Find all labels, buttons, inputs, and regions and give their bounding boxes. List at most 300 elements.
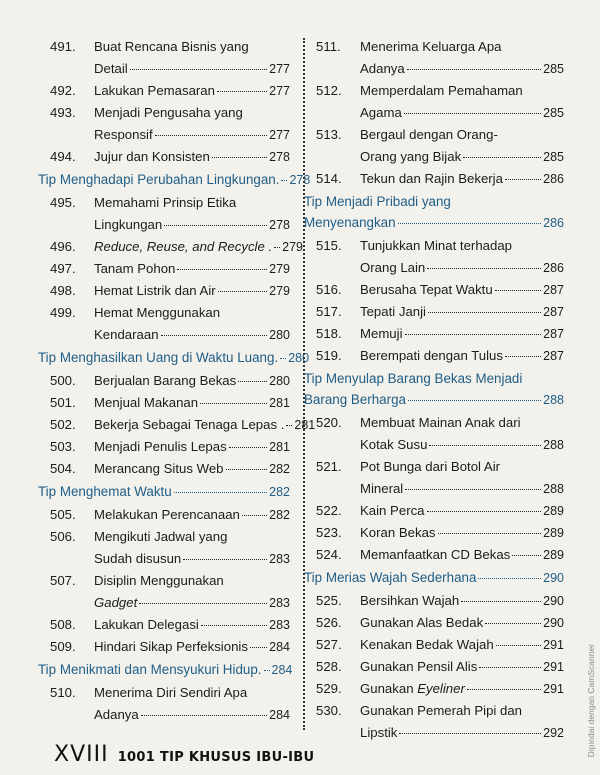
- page-number: 281: [269, 396, 290, 410]
- entry-number: 509.: [50, 639, 76, 654]
- entry-title: Menerima Diri Sendiri Apa: [94, 685, 248, 700]
- page-number: 287: [543, 327, 564, 341]
- section-line: [38, 347, 310, 369]
- entry-body: [360, 500, 564, 522]
- entry-title: Adanya: [94, 707, 139, 722]
- section-title: Tip Menghemat Waktu: [38, 484, 172, 499]
- entry-number: 512.: [316, 83, 342, 98]
- entry-number: 491.: [50, 39, 76, 54]
- page-number: 277: [269, 84, 290, 98]
- entry-title: Responsif: [94, 127, 153, 142]
- dot-leader: [479, 667, 541, 668]
- entry-number: 522.: [316, 503, 342, 518]
- entry-body: [360, 36, 564, 80]
- entry-body: [94, 36, 290, 80]
- page-number: 280: [288, 351, 310, 365]
- entry-number: 499.: [50, 305, 76, 320]
- dot-leader: [496, 645, 541, 646]
- entry-line: [94, 414, 316, 436]
- entry-title: Gunakan Pensil Alis: [360, 659, 478, 674]
- toc-entry: [50, 370, 290, 392]
- toc-entry: [316, 456, 564, 500]
- entry-body: [94, 436, 290, 458]
- entry-title: Berempati dengan Tulus: [360, 348, 503, 363]
- dot-leader: [512, 555, 541, 556]
- toc-section-heading: [304, 191, 564, 234]
- entry-body: [94, 614, 290, 636]
- entry-number: 501.: [50, 395, 76, 410]
- dot-leader: [183, 559, 267, 560]
- toc-entry: [316, 301, 564, 323]
- entry-title: Kotak Susu: [360, 437, 428, 452]
- dot-leader: [467, 689, 541, 690]
- entry-title: Detail: [94, 61, 128, 76]
- toc-entry: [50, 102, 290, 146]
- dot-leader: [427, 511, 542, 512]
- dot-leader: [428, 312, 541, 313]
- page-number: 282: [269, 485, 290, 499]
- toc-entry: [316, 124, 564, 168]
- entry-title: Jujur dan Konsisten: [94, 149, 210, 164]
- section-line: [304, 191, 564, 212]
- page-number: 283: [269, 596, 290, 610]
- entry-body: [94, 526, 290, 570]
- dot-leader: [161, 335, 268, 336]
- entry-number: 519.: [316, 348, 342, 363]
- entry-title: Kenakan Bedak Wajah: [360, 637, 494, 652]
- entry-number: 500.: [50, 373, 76, 388]
- entry-title: Kain Perca: [360, 503, 425, 518]
- entry-title: Orang Lain: [360, 260, 426, 275]
- section-line: [38, 169, 311, 191]
- dot-leader: [478, 578, 541, 579]
- dot-leader: [201, 625, 267, 626]
- page-number: 285: [543, 62, 564, 76]
- entry-body: [94, 192, 290, 236]
- entry-line: [94, 636, 290, 658]
- section-line: [38, 481, 290, 503]
- entry-body: [360, 612, 564, 634]
- entry-body: [94, 102, 290, 146]
- entry-line: [94, 124, 290, 146]
- dot-leader: [485, 623, 541, 624]
- page-number-roman: XVIII: [54, 742, 109, 767]
- page-number: 284: [269, 708, 290, 722]
- entry-body: [360, 544, 564, 566]
- section-title: Tip Menjadi Pribadi yang: [304, 194, 451, 209]
- page-number: 279: [282, 240, 303, 254]
- entry-title: Lakukan Delegasi: [94, 617, 199, 632]
- entry-number: 494.: [50, 149, 76, 164]
- toc-entry: [316, 522, 564, 544]
- entry-number: 526.: [316, 615, 342, 630]
- entry-title: Menjual Makanan: [94, 395, 199, 410]
- page-number: 277: [269, 128, 290, 142]
- dot-leader: [495, 290, 541, 291]
- toc-entry: [50, 504, 290, 526]
- entry-number: 517.: [316, 304, 342, 319]
- entry-line: [360, 301, 564, 323]
- entry-line: [360, 279, 564, 301]
- page-number: 281: [294, 418, 316, 432]
- entry-body: [94, 146, 290, 168]
- entry-title: Agama: [360, 105, 402, 120]
- page-number: 291: [543, 682, 564, 696]
- toc-entry: [316, 36, 564, 80]
- entry-line: [94, 280, 290, 302]
- entry-title: Tanam Pohon: [94, 261, 176, 276]
- entry-title: Gunakan Eyeliner: [360, 681, 465, 696]
- entry-line: [94, 146, 290, 168]
- page-number: 289: [543, 548, 564, 562]
- entry-body: [360, 235, 564, 279]
- entry-line: [360, 522, 564, 544]
- page-number: 292: [543, 726, 564, 740]
- page-number: 288: [543, 393, 564, 407]
- entry-body: [94, 236, 303, 258]
- entry-title: Lipstik: [360, 725, 398, 740]
- dot-leader: [200, 403, 267, 404]
- page-number: 285: [543, 106, 564, 120]
- page-number: 290: [543, 594, 564, 608]
- entry-line: [94, 302, 290, 324]
- page-number: 284: [269, 640, 290, 654]
- dot-leader: [242, 515, 267, 516]
- entry-line: [360, 456, 564, 478]
- entry-title: Lakukan Pemasaran: [94, 83, 215, 98]
- section-title: Tip Menyulap Barang Bekas Menjadi: [304, 371, 523, 386]
- toc-entry: [50, 392, 290, 414]
- toc-entry: [316, 168, 564, 190]
- entry-body: [94, 458, 290, 480]
- toc-entry: [50, 236, 303, 258]
- entry-body: [94, 370, 290, 392]
- toc-entry: [50, 458, 290, 480]
- entry-title: Tepati Janji: [360, 304, 426, 319]
- entry-number: 493.: [50, 105, 76, 120]
- page-number: 278: [269, 218, 290, 232]
- entry-title: Gadget: [94, 595, 138, 610]
- entry-line: [94, 80, 290, 102]
- dot-leader: [141, 715, 267, 716]
- page-number: 281: [269, 440, 290, 454]
- toc-entry: [316, 323, 564, 345]
- dot-leader: [164, 225, 267, 226]
- entry-number: 497.: [50, 261, 76, 276]
- entry-title: Gunakan Pemerah Pipi dan: [360, 703, 523, 718]
- entry-line: [94, 526, 290, 548]
- toc-entry: [50, 36, 290, 80]
- entry-title: Sudah disusun: [94, 551, 182, 566]
- entry-title: Bersihkan Wajah: [360, 593, 460, 608]
- entry-number: 503.: [50, 439, 76, 454]
- entry-line: [94, 704, 290, 726]
- entry-line: [94, 570, 290, 592]
- toc-section-heading: [304, 567, 564, 589]
- page-number: 287: [543, 305, 564, 319]
- page-number: 280: [269, 374, 290, 388]
- toc-entry: [316, 235, 564, 279]
- entry-line: [94, 324, 290, 346]
- toc-entry: [316, 345, 564, 367]
- entry-title: Buat Rencana Bisnis yang: [94, 39, 249, 54]
- dot-leader: [408, 400, 541, 401]
- entry-title: Kendaraan: [94, 327, 159, 342]
- entry-body: [360, 678, 564, 700]
- entry-line: [360, 345, 564, 367]
- toc-entry: [50, 80, 290, 102]
- entry-title: Hindari Sikap Perfeksionis: [94, 639, 248, 654]
- dot-leader: [218, 291, 267, 292]
- section-line: [304, 567, 564, 589]
- page-number: 291: [543, 660, 564, 674]
- dot-leader: [399, 733, 541, 734]
- entry-body: [94, 570, 290, 614]
- toc-entry: [50, 192, 290, 236]
- entry-line: [360, 168, 564, 190]
- entry-title: Orang yang Bijak: [360, 149, 462, 164]
- page-footer: [54, 742, 314, 767]
- toc-left-column: [38, 36, 316, 726]
- entry-line: [360, 235, 564, 257]
- dot-leader: [427, 268, 541, 269]
- dot-leader: [130, 69, 267, 70]
- toc-entry: [50, 258, 290, 280]
- page-number: 291: [543, 638, 564, 652]
- entry-title: Merancang Situs Web: [94, 461, 224, 476]
- entry-body: [94, 414, 316, 436]
- scanner-watermark: Dipindai dengan CamScanner: [586, 643, 596, 757]
- toc-entry: [316, 700, 564, 744]
- page-number: 289: [543, 526, 564, 540]
- entry-line: [94, 36, 290, 58]
- toc-entry: [50, 146, 290, 168]
- toc-entry: [316, 412, 564, 456]
- entry-body: [360, 279, 564, 301]
- toc-entry: [316, 656, 564, 678]
- entry-title: Koran Bekas: [360, 525, 436, 540]
- entry-line: [94, 614, 290, 636]
- toc-section-heading: [38, 659, 293, 681]
- entry-number: 516.: [316, 282, 342, 297]
- dot-leader: [505, 179, 541, 180]
- page-number: 277: [269, 62, 290, 76]
- page-number: 287: [543, 349, 564, 363]
- entry-line: [360, 80, 564, 102]
- entry-line: [360, 102, 564, 124]
- dot-leader: [274, 247, 280, 248]
- entry-number: 508.: [50, 617, 76, 632]
- entry-title: Mengikuti Jadwal yang: [94, 529, 228, 544]
- entry-body: [360, 345, 564, 367]
- entry-line: [94, 58, 290, 80]
- entry-body: [360, 590, 564, 612]
- entry-number: 529.: [316, 681, 342, 696]
- entry-title: Disiplin Menggunakan: [94, 573, 224, 588]
- section-title: Barang Berharga: [304, 392, 406, 407]
- dot-leader: [155, 135, 267, 136]
- entry-number: 507.: [50, 573, 76, 588]
- page-number: 290: [543, 571, 564, 585]
- entry-title: Berusaha Tepat Waktu: [360, 282, 493, 297]
- entry-body: [360, 522, 564, 544]
- dot-leader: [139, 603, 267, 604]
- section-title: Tip Menghasilkan Uang di Waktu Luang.: [38, 350, 279, 365]
- entry-number: 518.: [316, 326, 342, 341]
- entry-title: Melakukan Perencanaan: [94, 507, 240, 522]
- page-number: 289: [543, 504, 564, 518]
- entry-line: [360, 722, 564, 744]
- entry-body: [94, 392, 290, 414]
- entry-line: [360, 36, 564, 58]
- entry-title: Memperdalam Pemahaman: [360, 83, 523, 98]
- entry-body: [360, 323, 564, 345]
- toc-entry: [316, 634, 564, 656]
- entry-body: [360, 634, 564, 656]
- entry-title: Menjadi Pengusaha yang: [94, 105, 243, 120]
- page-number: 288: [543, 482, 564, 496]
- entry-line: [94, 682, 290, 704]
- section-line: [304, 368, 564, 389]
- entry-number: 525.: [316, 593, 342, 608]
- page-number: 284: [271, 663, 293, 677]
- dot-leader: [212, 157, 267, 158]
- entry-number: 514.: [316, 171, 342, 186]
- entry-line: [94, 102, 290, 124]
- entry-line: [360, 678, 564, 700]
- entry-line: [94, 436, 290, 458]
- entry-number: 504.: [50, 461, 76, 476]
- page-number: 278: [269, 150, 290, 164]
- entry-number: 513.: [316, 127, 342, 142]
- dot-leader: [404, 113, 541, 114]
- page-number: 282: [269, 462, 290, 476]
- entry-line: [94, 458, 290, 480]
- page-number: 283: [269, 618, 290, 632]
- entry-number: 523.: [316, 525, 342, 540]
- dot-leader: [264, 670, 270, 671]
- entry-line: [94, 192, 290, 214]
- entry-title: Berjualan Barang Bekas: [94, 373, 237, 388]
- entry-body: [94, 280, 290, 302]
- entry-title: Lingkungan: [94, 217, 163, 232]
- entry-body: [360, 124, 564, 168]
- dot-leader: [238, 381, 267, 382]
- entry-body: [360, 656, 564, 678]
- dot-leader: [505, 356, 541, 357]
- entry-line: [94, 258, 290, 280]
- entry-body: [94, 302, 290, 346]
- toc-entry: [50, 526, 290, 570]
- entry-number: 524.: [316, 547, 342, 562]
- entry-body: [360, 700, 564, 744]
- page-number: 282: [269, 508, 290, 522]
- page-number: 278: [289, 173, 311, 187]
- section-line: [38, 659, 293, 681]
- dot-leader: [463, 157, 541, 158]
- toc-entry: [316, 612, 564, 634]
- entry-title: Hemat Menggunakan: [94, 305, 221, 320]
- section-title: Menyenangkan: [304, 215, 396, 230]
- entry-number: 530.: [316, 703, 342, 718]
- dot-leader: [217, 91, 267, 92]
- entry-title: Memahami Prinsip Etika: [94, 195, 237, 210]
- entry-number: 528.: [316, 659, 342, 674]
- entry-line: [360, 323, 564, 345]
- entry-line: [94, 236, 303, 258]
- entry-line: [360, 412, 564, 434]
- entry-title: Adanya: [360, 61, 405, 76]
- entry-line: [360, 590, 564, 612]
- dot-leader: [250, 647, 267, 648]
- entry-number: 502.: [50, 417, 76, 432]
- entry-title: Menerima Keluarga Apa: [360, 39, 502, 54]
- entry-body: [94, 636, 290, 658]
- toc-entry: [50, 682, 290, 726]
- page-number: 286: [543, 216, 564, 230]
- entry-line: [94, 214, 290, 236]
- page-number: 279: [269, 262, 290, 276]
- toc-entry: [316, 544, 564, 566]
- page-number: 279: [269, 284, 290, 298]
- entry-line: [360, 58, 564, 80]
- entry-number: 511.: [316, 39, 341, 54]
- page-number: 280: [269, 328, 290, 342]
- page-number: 290: [543, 616, 564, 630]
- dot-leader: [398, 223, 542, 224]
- toc-entry: [50, 302, 290, 346]
- entry-number: 520.: [316, 415, 342, 430]
- entry-number: 527.: [316, 637, 342, 652]
- toc-entry: [50, 636, 290, 658]
- dot-leader: [286, 425, 292, 426]
- entry-line: [94, 370, 290, 392]
- toc-entry: [316, 80, 564, 124]
- entry-number: 495.: [50, 195, 76, 210]
- entry-title: Bergaul dengan Orang-: [360, 127, 498, 142]
- entry-line: [360, 544, 564, 566]
- entry-body: [94, 682, 290, 726]
- dot-leader: [174, 492, 267, 493]
- toc-entry: [50, 436, 290, 458]
- toc-section-heading: [38, 169, 311, 191]
- entry-title: Memanfaatkan CD Bekas: [360, 547, 511, 562]
- section-line: [304, 212, 564, 234]
- dot-leader: [405, 334, 542, 335]
- entry-title: Menjadi Penulis Lepas: [94, 439, 227, 454]
- entry-title: Tunjukkan Minat terhadap: [360, 238, 512, 253]
- entry-line: [360, 700, 564, 722]
- entry-number: 492.: [50, 83, 76, 98]
- toc-entry: [50, 280, 290, 302]
- toc-entry: [316, 590, 564, 612]
- entry-title: Membuat Mainan Anak dari: [360, 415, 521, 430]
- entry-line: [360, 257, 564, 279]
- entry-number: 515.: [316, 238, 342, 253]
- entry-line: [360, 634, 564, 656]
- toc-section-heading: [38, 481, 290, 503]
- entry-title: Reduce, Reuse, and Recycle .: [94, 239, 273, 254]
- entry-title: Mineral: [360, 481, 404, 496]
- entry-line: [360, 124, 564, 146]
- entry-number: 510.: [50, 685, 76, 700]
- entry-body: [360, 412, 564, 456]
- entry-body: [360, 456, 564, 500]
- entry-number: 505.: [50, 507, 76, 522]
- toc-entry: [316, 500, 564, 522]
- dot-leader: [438, 533, 542, 534]
- page-number: 288: [543, 438, 564, 452]
